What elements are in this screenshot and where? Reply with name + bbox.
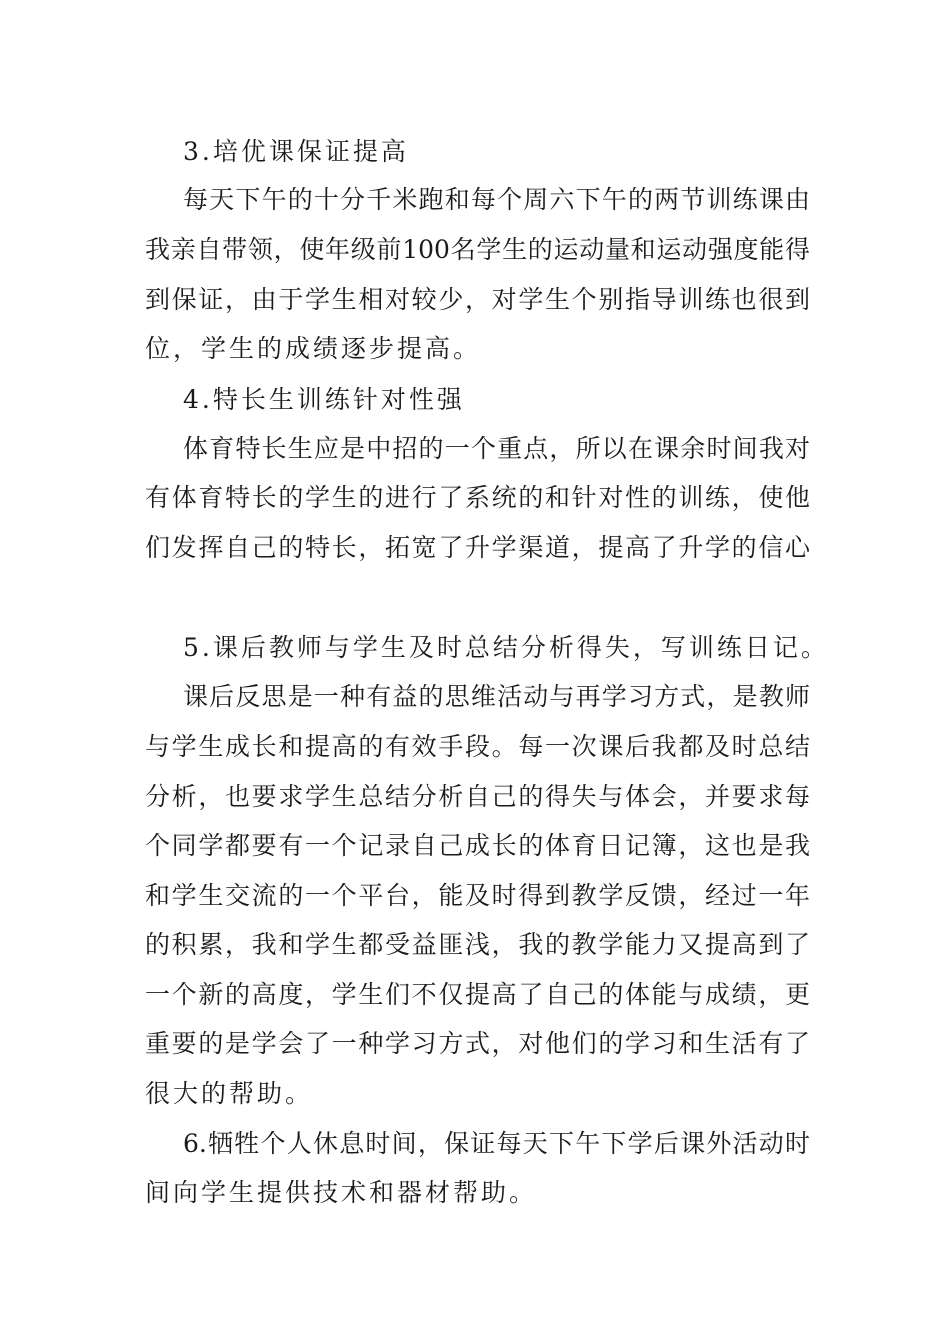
paragraph-line: 很大的帮助。: [145, 1079, 314, 1108]
paragraph-line: 位，学生的成绩逐步提高。: [145, 334, 482, 363]
paragraph-line: 与学生成长和提高的有效手段。每一次课后我都及时总结: [145, 732, 810, 761]
paragraph-line: 每天下午的十分千米跑和每个周六下午的两节训练课由: [183, 185, 810, 214]
paragraph-line: 课后反思是一种有益的思维活动与再学习方式，是教师: [183, 682, 810, 711]
paragraph-line: 们发挥自己的特长，拓宽了升学渠道，提高了升学的信心: [145, 533, 810, 562]
paragraph-line: 的积累，我和学生都受益匪浅，我的教学能力又提高到了: [145, 930, 810, 959]
paragraph-line: 和学生交流的一个平台，能及时得到教学反馈，经过一年: [145, 881, 810, 910]
paragraph-line: 分析，也要求学生总结分析自己的得失与体会，并要求每: [145, 782, 810, 811]
heading-6: 6.牺牲个人休息时间，保证每天下午下学后课外活动时: [183, 1129, 810, 1158]
paragraph-line: 一个新的高度，学生们不仅提高了自己的体能与成绩，更: [145, 980, 810, 1009]
paragraph-line: 体育特长生应是中招的一个重点，所以在课余时间我对: [183, 434, 810, 463]
heading-4: 4.特长生训练针对性强: [183, 385, 465, 414]
heading-3: 3.培优课保证提高: [183, 137, 409, 166]
paragraph-line: 有体育特长的学生的进行了系统的和针对性的训练，使他: [145, 483, 810, 512]
paragraph-line: 个同学都要有一个记录自己成长的体育日记簿，这也是我: [145, 831, 810, 860]
heading-5: 5.课后教师与学生及时总结分析得失，写训练日记。: [183, 633, 829, 662]
paragraph-line: 我亲自带领，使年级前100名学生的运动量和运动强度能得: [145, 235, 810, 264]
paragraph-line: 间向学生提供技术和器材帮助。: [145, 1178, 538, 1207]
paragraph-line: 重要的是学会了一种学习方式，对他们的学习和生活有了: [145, 1029, 810, 1058]
paragraph-line: 到保证，由于学生相对较少，对学生个别指导训练也很到: [145, 285, 810, 314]
